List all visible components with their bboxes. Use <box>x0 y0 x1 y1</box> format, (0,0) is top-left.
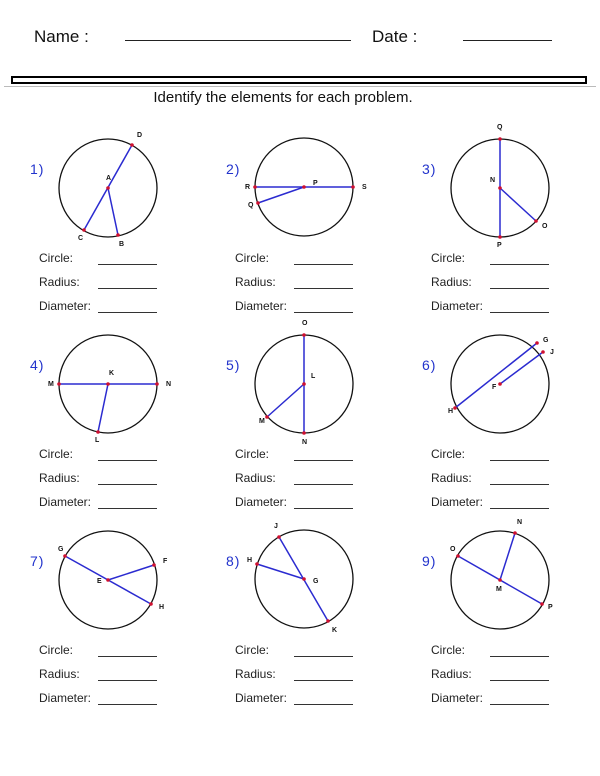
svg-text:H: H <box>448 408 454 415</box>
svg-text:G: G <box>58 546 64 553</box>
diameter-label: Diameter: <box>39 691 92 705</box>
radius-label: Radius: <box>431 667 472 681</box>
diameter-label: Diameter: <box>39 495 92 509</box>
problem-5-radius-answer-field[interactable] <box>294 484 353 485</box>
problem-5-diameter-answer-field[interactable] <box>294 508 353 509</box>
problem-6-diameter-answer-field[interactable] <box>490 508 549 509</box>
diameter-label: Diameter: <box>431 299 484 313</box>
svg-text:F: F <box>163 558 168 565</box>
problem-4-circle-answer-field[interactable] <box>98 460 157 461</box>
svg-text:J: J <box>550 349 554 356</box>
svg-text:H: H <box>247 557 253 564</box>
problem-2-radius-answer-field[interactable] <box>294 288 353 289</box>
problem-8-circle-answer-field[interactable] <box>294 656 353 657</box>
circle-label: Circle: <box>39 447 74 461</box>
problem-9-circle-answer-field[interactable] <box>490 656 549 657</box>
divider-line <box>4 86 596 87</box>
svg-text:B: B <box>119 241 125 248</box>
problem-7-diameter-answer-field[interactable] <box>98 704 157 705</box>
svg-text:P: P <box>548 604 553 611</box>
problem-3-diameter-answer-field[interactable] <box>490 312 549 313</box>
svg-text:M: M <box>496 586 502 593</box>
problem-9-figure <box>440 515 570 640</box>
radius-label: Radius: <box>39 667 80 681</box>
svg-text:R: R <box>245 184 251 191</box>
problem-3-radius-answer-field[interactable] <box>490 288 549 289</box>
svg-text:N: N <box>490 177 496 184</box>
problem-number: 7) <box>30 553 45 569</box>
problem-4-diameter-answer-field[interactable] <box>98 508 157 509</box>
header-divider-bar <box>11 76 587 84</box>
svg-text:M: M <box>259 418 265 425</box>
svg-text:S: S <box>362 184 367 191</box>
problem-5-circle-answer-field[interactable] <box>294 460 353 461</box>
name-label: Name : <box>34 27 89 46</box>
diameter-label: Diameter: <box>39 299 92 313</box>
problem-2-diameter-answer-field[interactable] <box>294 312 353 313</box>
date-field[interactable] <box>463 40 552 41</box>
problem-1-circle-answer-field[interactable] <box>98 264 157 265</box>
radius-label: Radius: <box>235 667 276 681</box>
circle-label: Circle: <box>235 643 270 657</box>
svg-text:G: G <box>313 578 319 585</box>
svg-text:K: K <box>109 370 115 377</box>
diameter-label: Diameter: <box>235 691 288 705</box>
instructions-text: Identify the elements for each problem. <box>153 89 413 106</box>
problem-8-radius-answer-field[interactable] <box>294 680 353 681</box>
circle-label: Circle: <box>431 251 466 265</box>
radius-label: Radius: <box>235 275 276 289</box>
radius-label: Radius: <box>431 275 472 289</box>
svg-text:M: M <box>48 381 54 388</box>
svg-text:L: L <box>95 437 100 444</box>
problem-7-figure <box>50 525 180 640</box>
problem-8-diameter-answer-field[interactable] <box>294 704 353 705</box>
svg-text:O: O <box>302 320 308 327</box>
radius-label: Radius: <box>235 471 276 485</box>
svg-text:N: N <box>166 381 172 388</box>
svg-text:Q: Q <box>497 124 503 131</box>
diameter-label: Diameter: <box>235 299 288 313</box>
problem-9-radius-answer-field[interactable] <box>490 680 549 681</box>
svg-text:C: C <box>78 235 84 242</box>
svg-text:N: N <box>517 519 523 526</box>
svg-text:O: O <box>450 546 456 553</box>
problem-9-diameter-answer-field[interactable] <box>490 704 549 705</box>
problem-number: 9) <box>422 553 437 569</box>
problem-6-circle-answer-field[interactable] <box>490 460 549 461</box>
svg-text:F: F <box>492 384 497 391</box>
problem-5-figure <box>245 315 365 450</box>
svg-text:E: E <box>97 578 102 585</box>
problem-2-circle-answer-field[interactable] <box>294 264 353 265</box>
svg-text:N: N <box>302 439 308 446</box>
radius-label: Radius: <box>39 275 80 289</box>
problem-number: 2) <box>226 161 241 177</box>
diameter-label: Diameter: <box>431 495 484 509</box>
diameter-label: Diameter: <box>235 495 288 509</box>
circle-label: Circle: <box>431 643 466 657</box>
problem-1-diameter-answer-field[interactable] <box>98 312 157 313</box>
problem-7-radius-answer-field[interactable] <box>98 680 157 681</box>
radius-label: Radius: <box>431 471 472 485</box>
problem-3-circle-answer-field[interactable] <box>490 264 549 265</box>
problem-number: 6) <box>422 357 437 373</box>
circle-label: Circle: <box>39 643 74 657</box>
problem-4-figure <box>40 330 180 445</box>
svg-text:P: P <box>313 180 318 187</box>
problem-3-figure <box>440 118 560 253</box>
problem-number: 4) <box>30 357 45 373</box>
svg-text:D: D <box>137 132 143 139</box>
date-label: Date : <box>372 27 418 46</box>
problem-number: 1) <box>30 161 45 177</box>
svg-text:Q: Q <box>248 202 254 209</box>
circle-label: Circle: <box>431 447 466 461</box>
radius-label: Radius: <box>39 471 80 485</box>
problem-number: 8) <box>226 553 241 569</box>
svg-text:L: L <box>311 373 316 380</box>
circle-label: Circle: <box>235 251 270 265</box>
svg-text:G: G <box>543 337 549 344</box>
svg-text:J: J <box>274 523 278 530</box>
svg-text:P: P <box>497 242 502 249</box>
circle-label: Circle: <box>235 447 270 461</box>
problem-6-figure <box>440 330 570 450</box>
svg-text:K: K <box>332 627 338 634</box>
problem-6-radius-answer-field[interactable] <box>490 484 549 485</box>
problem-7-circle-answer-field[interactable] <box>98 656 157 657</box>
problem-number: 3) <box>422 161 437 177</box>
circle-label: Circle: <box>39 251 74 265</box>
problem-4-radius-answer-field[interactable] <box>98 484 157 485</box>
problem-number: 5) <box>226 357 241 373</box>
problem-2-figure <box>240 125 380 250</box>
svg-text:A: A <box>106 175 112 182</box>
problem-1-figure <box>50 125 170 250</box>
problem-8-figure <box>245 520 370 640</box>
svg-text:O: O <box>542 223 548 230</box>
name-field[interactable] <box>125 40 351 41</box>
diameter-label: Diameter: <box>431 691 484 705</box>
problem-1-radius-answer-field[interactable] <box>98 288 157 289</box>
svg-text:H: H <box>159 604 165 611</box>
